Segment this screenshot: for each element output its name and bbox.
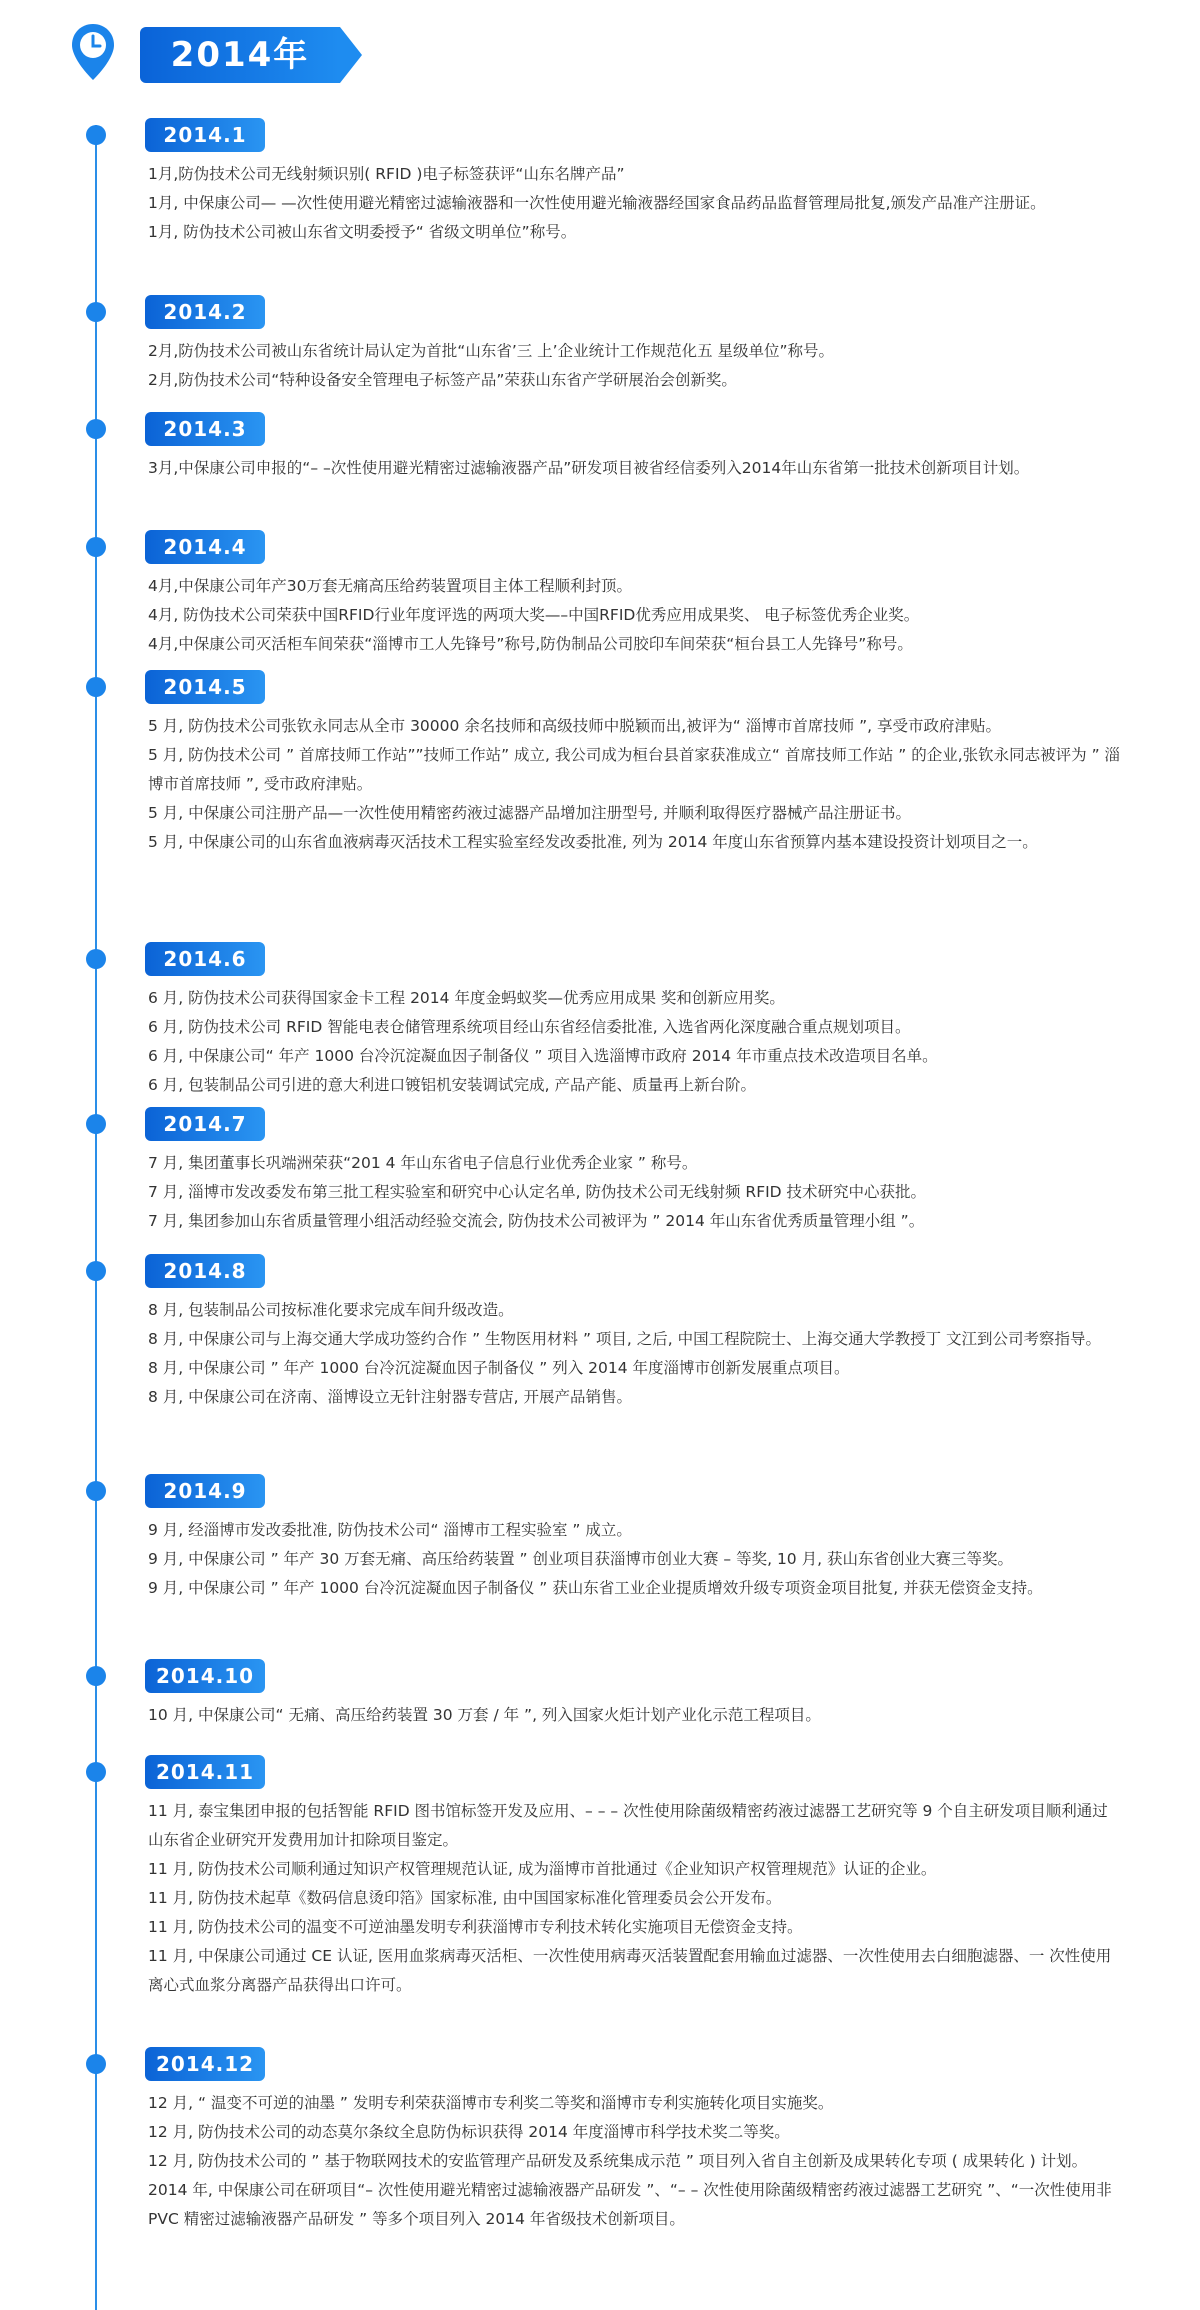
event-item: 9 月, 中保康公司 ” 年产 30 万套无痛、高压给药装置 ” 创业项目获淄博市创业大赛 – 等奖, 10 月, 获山东省创业大赛三等奖。 <box>148 1550 1013 1568</box>
event-list <box>148 1701 1123 1730</box>
timeline-dot <box>86 419 106 439</box>
date-badge: 2014.10 <box>145 1659 265 1693</box>
date-badge: 2014.6 <box>145 942 265 976</box>
timeline-dot <box>86 1762 106 1782</box>
event-item: 5 月, 中保康公司注册产品—一次性使用精密药液过滤器产品增加注册型号, 并顺利取得医疗器械产品注册证书。 <box>148 804 912 822</box>
timeline-dot <box>86 125 106 145</box>
event-list <box>148 160 1123 247</box>
banner-arrow <box>340 27 362 83</box>
timeline-dot <box>86 1114 106 1134</box>
date-badge: 2014.9 <box>145 1474 265 1508</box>
event-item: 12 月, 防伪技术公司的 ” 基于物联网技术的安监管理产品研发及系统集成示范 ” 项目列入省自主创新及成果转化专项 ( 成果转化 ) 计划。 <box>148 2152 1088 2170</box>
timeline-dot <box>86 2054 106 2074</box>
timeline-dot <box>86 302 106 322</box>
timeline-line <box>95 125 97 2310</box>
date-badge: 2014.7 <box>145 1107 265 1141</box>
event-item: 6 月, 防伪技术公司获得国家金卡工程 2014 年度金蚂蚁奖—优秀应用成果 奖和创新应用奖。 <box>148 989 785 1007</box>
date-badge: 2014.3 <box>145 412 265 446</box>
clock-location-pin-icon <box>70 22 116 82</box>
date-badge: 2014.12 <box>145 2047 265 2081</box>
event-item: 5 月, 防伪技术公司 ” 首席技师工作站””技师工作站” 成立, 我公司成为桓台县首家获准成立“ 首席技师工作站 ” 的企业,张钦永同志被评为 ” 淄博市首席技师 ”, 受市政府津贴。 <box>148 746 1121 793</box>
event-item: 11 月, 防伪技术起草《数码信息烫印箔》国家标准, 由中国国家标准化管理委员会公开发布。 <box>148 1889 782 1907</box>
event-list <box>148 1797 1123 2000</box>
event-item: 9 月, 中保康公司 ” 年产 1000 台冷沉淀凝血因子制备仪 ” 获山东省工业企业提质增效升级专项资金项目批复, 并获无偿资金支持。 <box>148 1579 1043 1597</box>
date-badge: 2014.4 <box>145 530 265 564</box>
timeline-dot <box>86 1481 106 1501</box>
event-item: 4月, 防伪技术公司荣获中国RFID行业年度评选的两项大奖—–中国RFID优秀应用成果奖、 电子标签优秀企业奖。 <box>148 606 920 624</box>
event-list <box>148 572 1123 659</box>
event-item: 8 月, 中保康公司 ” 年产 1000 台冷沉淀凝血因子制备仪 ” 列入 2014 年度淄博市创新发展重点项目。 <box>148 1359 850 1377</box>
event-item: 3月,中保康公司申报的“– –次性使用避光精密过滤输液器产品”研发项目被省经信委列入2014年山东省第一批技术创新项目计划。 <box>148 459 1030 477</box>
event-item: 6 月, 防伪技术公司 RFID 智能电表仓储管理系统项目经山东省经信委批准, 入选省两化深度融合重点规划项目。 <box>148 1018 911 1036</box>
event-item: 1月,防伪技术公司无线射频识别( RFID )电子标签获评“山东名牌产品” <box>148 165 625 183</box>
timeline-dot <box>86 537 106 557</box>
event-list <box>148 984 1123 1100</box>
event-item: 4月,中保康公司年产30万套无痛高压给药装置项目主体工程顺利封顶。 <box>148 577 633 595</box>
event-item: 11 月, 防伪技术公司的温变不可逆油墨发明专利获淄博市专利技术转化实施项目无偿资金支持。 <box>148 1918 803 1936</box>
timeline-dot <box>86 1666 106 1686</box>
event-item: 1月, 中保康公司— —次性使用避光精密过滤输液器和一次性使用避光输液器经国家食品药品监督管理局批复,颁发产品准产注册证。 <box>148 194 1046 212</box>
event-item: 12 月, 防伪技术公司的动态莫尔条纹全息防伪标识获得 2014 年度淄博市科学技术奖二等奖。 <box>148 2123 790 2141</box>
event-item: 6 月, 包装制品公司引进的意大利进口镀铝机安装调试完成, 产品产能、质量再上新台阶。 <box>148 1076 756 1094</box>
event-list <box>148 1516 1123 1603</box>
date-badge: 2014.1 <box>145 118 265 152</box>
event-item: 5 月, 防伪技术公司张钦永同志从全市 30000 余名技师和高级技师中脱颖而出,被评为“ 淄博市首席技师 ”, 享受市政府津贴。 <box>148 717 1002 735</box>
event-item: 11 月, 防伪技术公司顺利通过知识产权管理规范认证, 成为淄博市首批通过《企业知识产权管理规范》认证的企业。 <box>148 1860 937 1878</box>
event-item: 8 月, 中保康公司在济南、淄博设立无针注射器专营店, 开展产品销售。 <box>148 1388 632 1406</box>
event-list <box>148 1296 1123 1412</box>
event-list <box>148 337 1123 395</box>
event-item: 1月, 防伪技术公司被山东省文明委授予“ 省级文明单位”称号。 <box>148 223 577 241</box>
date-badge: 2014.2 <box>145 295 265 329</box>
event-item: 2014 年, 中保康公司在研项目“– 次性使用避光精密过滤输液器产品研发 ”、“– – 次性使用除菌级精密药液过滤器工艺研究 ”、“一次性使用非 PVC 精密过滤输液器产品研发 ” 等多个项目列入 2014 年省级技术创新项目。 <box>148 2181 1112 2228</box>
event-item: 6 月, 中保康公司“ 年产 1000 台冷沉淀凝血因子制备仪 ” 项目入选淄博市政府 2014 年市重点技术改造项目名单。 <box>148 1047 938 1065</box>
event-list <box>148 1149 1123 1236</box>
event-item: 2月,防伪技术公司“特种设备安全管理电子标签产品”荣获山东省产学研展治会创新奖。 <box>148 371 737 389</box>
event-list <box>148 2089 1123 2234</box>
year-header <box>70 22 370 90</box>
event-item: 11 月, 中保康公司通过 CE 认证, 医用血浆病毒灭活柜、一次性使用病毒灭活装置配套用输血过滤器、一次性使用去白细胞滤器、一 次性使用离心式血浆分离器产品获得出口许可。 <box>148 1947 1112 1994</box>
event-item: 5 月, 中保康公司的山东省血液病毒灭活技术工程实验室经发改委批准, 列为 2014 年度山东省预算内基本建设投资计划项目之一。 <box>148 833 1038 851</box>
date-badge: 2014.11 <box>145 1755 265 1789</box>
year-title: 2014年 <box>140 27 340 83</box>
event-item: 8 月, 包装制品公司按标准化要求完成车间升级改造。 <box>148 1301 514 1319</box>
event-item: 12 月, “ 温变不可逆的油墨 ” 发明专利荣获淄博市专利奖二等奖和淄博市专利实施转化项目实施奖。 <box>148 2094 834 2112</box>
date-badge: 2014.8 <box>145 1254 265 1288</box>
event-item: 7 月, 淄博市发改委发布第三批工程实验室和研究中心认定名单, 防伪技术公司无线射频 RFID 技术研究中心获批。 <box>148 1183 927 1201</box>
event-item: 8 月, 中保康公司与上海交通大学成功签约合作 ” 生物医用材料 ” 项目, 之后, 中国工程院院士、上海交通大学教授丁 文江到公司考察指导。 <box>148 1330 1102 1348</box>
event-item: 7 月, 集团参加山东省质量管理小组活动经验交流会, 防伪技术公司被评为 ” 2014 年山东省优秀质量管理小组 ”。 <box>148 1212 925 1230</box>
date-badge: 2014.5 <box>145 670 265 704</box>
timeline-dot <box>86 1261 106 1281</box>
event-list <box>148 712 1123 857</box>
event-item: 4月,中保康公司灭活柜车间荣获“淄博市工人先锋号”称号,防伪制品公司胶印车间荣获“桓台县工人先锋号”称号。 <box>148 635 913 653</box>
event-item: 10 月, 中保康公司“ 无痛、高压给药装置 30 万套 / 年 ”, 列入国家火炬计划产业化示范工程项目。 <box>148 1706 821 1724</box>
timeline-dot <box>86 677 106 697</box>
timeline-dot <box>86 949 106 969</box>
event-item: 9 月, 经淄博市发改委批准, 防伪技术公司“ 淄博市工程实验室 ” 成立。 <box>148 1521 632 1539</box>
event-item: 2月,防伪技术公司被山东省统计局认定为首批“山东省’三 上’企业统计工作规范化五 星级单位”称号。 <box>148 342 835 360</box>
event-item: 7 月, 集团董事长巩端洲荣获“201 4 年山东省电子信息行业优秀企业家 ” 称号。 <box>148 1154 698 1172</box>
event-item: 11 月, 泰宝集团申报的包括智能 RFID 图书馆标签开发及应用、– – – 次性使用除菌级精密药液过滤器工艺研究等 9 个自主研发项目顺利通过山东省企业研究开发费用加计扣除项目鉴定。 <box>148 1802 1108 1849</box>
event-list <box>148 454 1123 483</box>
